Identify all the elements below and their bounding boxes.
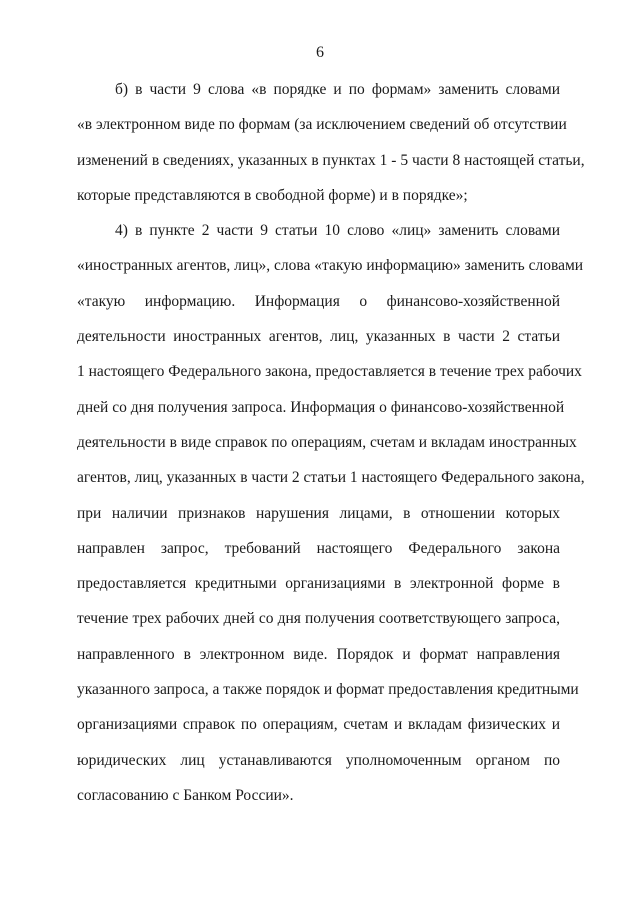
text-line: указанного запроса, а также порядок и формат предоставления кредитными: [77, 681, 579, 699]
text-line: направленного в электронном виде. Порядок и формат направления: [77, 645, 560, 663]
text-line: юридических лиц устанавливаются уполномоченным органом по: [77, 751, 560, 769]
text-line: деятельности в виде справок по операциям, счетам и вкладам иностранных: [77, 433, 577, 451]
text-line: 1 настоящего Федерального закона, предоставляется в течение трех рабочих: [77, 363, 582, 381]
text-line: согласованию с Банком России».: [77, 786, 294, 804]
text-line: 4) в пункте 2 части 9 статьи 10 слово «лиц» заменить словами: [115, 222, 560, 240]
text-line: предоставляется кредитными организациями в электронной форме в: [77, 575, 560, 593]
text-line: при наличии признаков нарушения лицами, в отношении которых: [77, 504, 560, 522]
text-line: которые представляются в свободной форме) и в порядке»;: [77, 186, 468, 204]
text-line: дней со дня получения запроса. Информация о финансово-хозяйственной: [77, 398, 565, 416]
text-line: агентов, лиц, указанных в части 2 статьи 1 настоящего Федерального закона,: [77, 469, 585, 487]
text-line: «в электронном виде по формам (за исключением сведений об отсутствии: [77, 116, 567, 134]
body-text: [77, 80, 585, 821]
text-line: «иностранных агентов, лиц», слова «такую информацию» заменить словами: [77, 257, 584, 275]
text-line: направлен запрос, требований настоящего Федерального закона: [77, 539, 560, 557]
text-line: изменений в сведениях, указанных в пунктах 1 - 5 части 8 настоящей статьи,: [77, 151, 585, 169]
page-number: 6: [316, 44, 324, 61]
text-line: «такую информацию. Информация о финансово-хозяйственной: [77, 292, 560, 310]
text-line: течение трех рабочих дней со дня получения соответствующего запроса,: [77, 610, 560, 628]
text-line: деятельности иностранных агентов, лиц, указанных в части 2 статьи: [77, 328, 560, 346]
text-line: б) в части 9 слова «в порядке и по формам» заменить словами: [115, 81, 560, 98]
text-line: организациями справок по операциям, счетам и вкладам физических и: [77, 716, 560, 734]
